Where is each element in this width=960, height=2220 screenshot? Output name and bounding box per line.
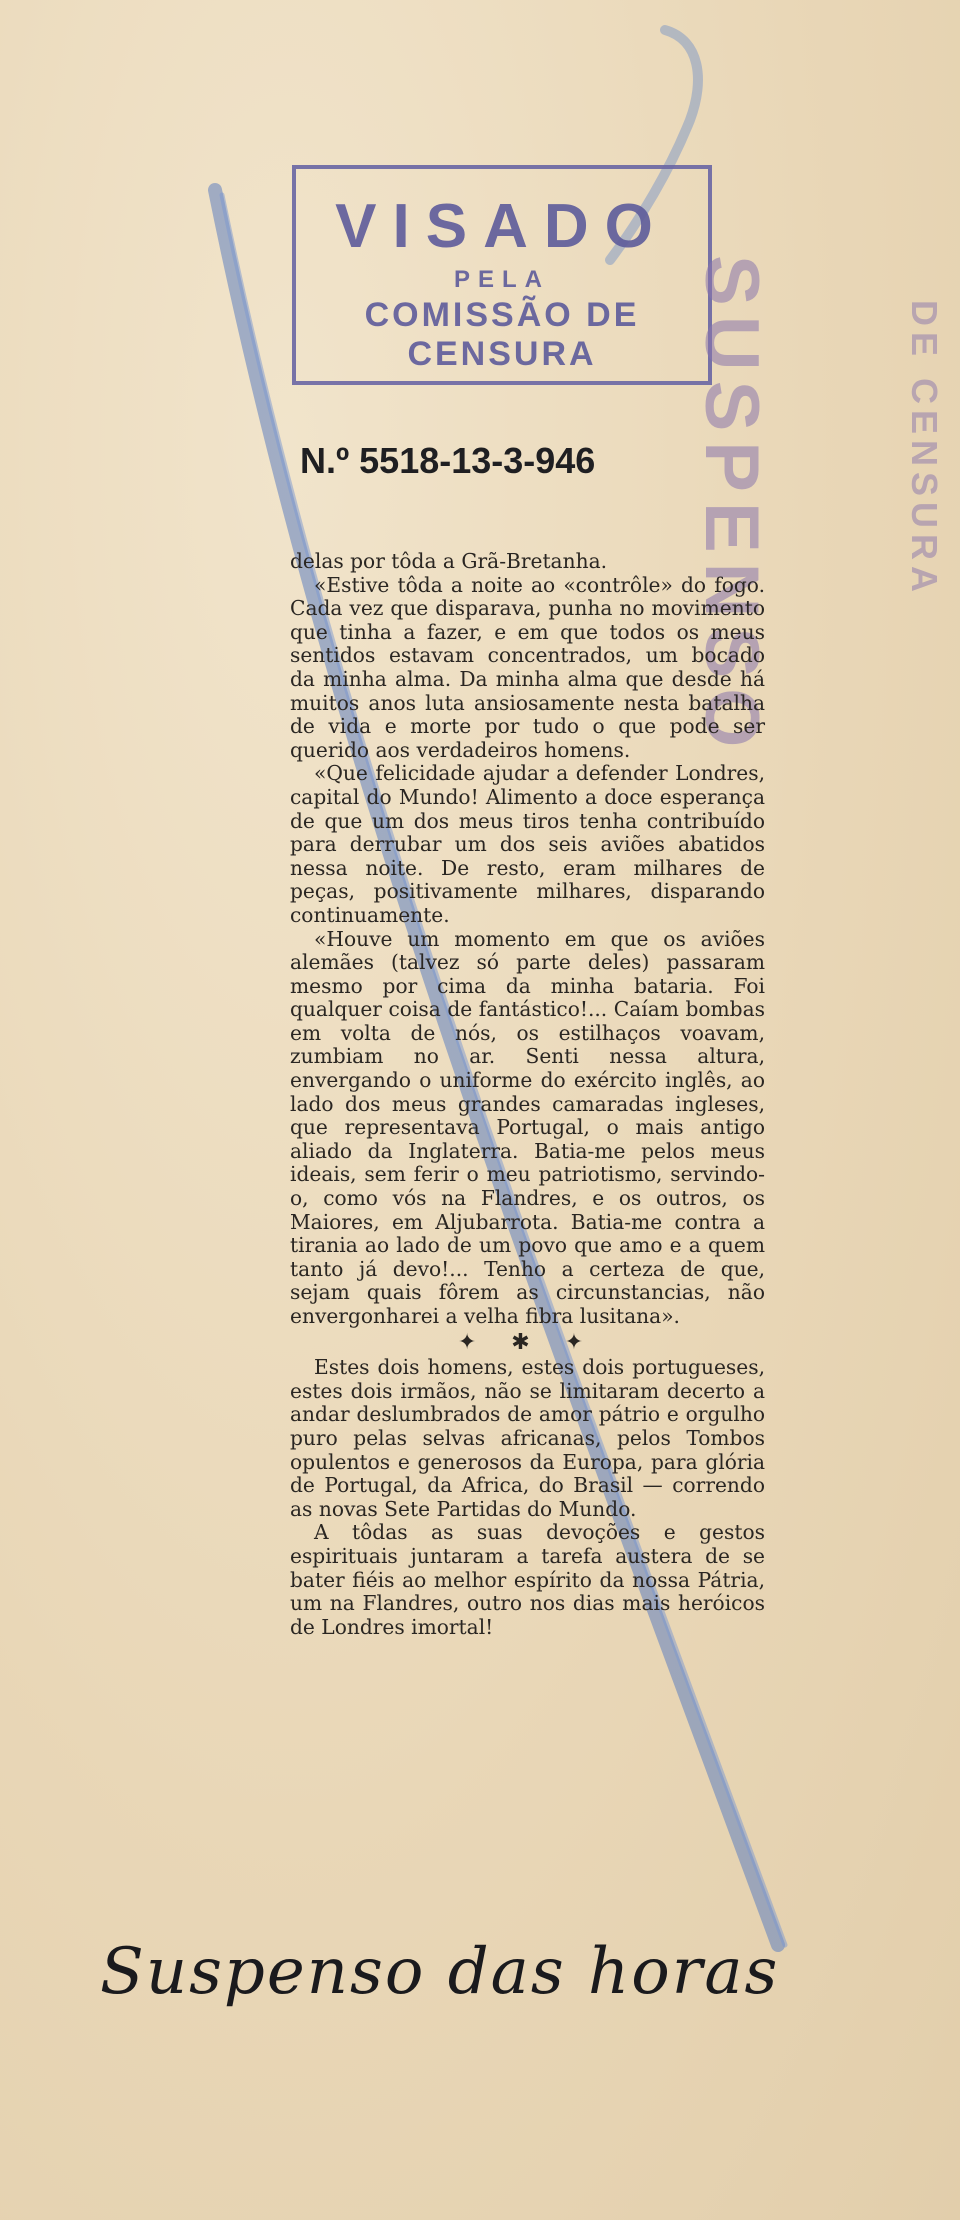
section-separator: ✦ ✱ ✦ [457, 1329, 598, 1355]
stamp-line-visado: VISADO [335, 192, 669, 261]
stamp-line-comissao: COMISSÃO DE CENSURA [364, 296, 640, 373]
document-number: N.º 5518-13-3-946 [300, 440, 596, 481]
censorship-stamp [292, 165, 712, 385]
article-paragraph: Estes dois homens, estes dois portugueses, estes dois irmãos, não se limitaram decerto a andar deslumbrados de amor pátrio e orgulho puro pelas selvas africanas, pelos Tombos opulentos e generosos da Europa, para glória de Portugal, da Africa, do Brasil — correndo as novas Sete Partidas do Mundo. [290, 1355, 765, 1521]
article-paragraph: «Estive tôda a noite ao «contrôle» do fogo. Cada vez que disparava, punha no movimento que tinha a fazer, e em que todos os meus sentidos estavam concentrados, um bocado da minha alma. Da minha alma que desde há muitos anos luta ansiosamente nesta batalha de vida e morte por tudo o que pode ser querido aos verdadeiros homens. [290, 572, 765, 762]
censura-partial-stamp: DE CENSURA [904, 300, 945, 599]
article-paragraph: delas por tôda a Grã-Bretanha. [290, 549, 608, 573]
article-paragraph: A tôdas as suas devoções e gestos espirituais juntaram a tarefa austera de se bater fiéis ao melhor espírito da nossa Pátria, um na Flandres, outro nos dias mais heróicos de Londres imortal! [290, 1520, 765, 1639]
article-body [290, 550, 765, 1639]
suspenso-side-stamp: SUSPENSO [689, 255, 774, 758]
stamp-line-pela: PELA [453, 266, 550, 293]
handwritten-annotation: Suspenso das horas [100, 1935, 780, 2009]
article-paragraph: «Houve um momento em que os aviões alemães (talvez só parte deles) passaram mesmo por cima da minha bataria. Foi qualquer coisa de fantástico!... Caíam bombas em volta de nós, os estilhaços voavam, zumbiam no ar. Senti nessa altura, envergando o uniforme do exército inglês, ao lado dos meus grandes camaradas ingleses, que representava Portugal, o mais antigo aliado da Inglaterra. Batia-me pelos meus ideais, sem ferir o meu patriotismo, servindo-o, como vós na Flandres, e os outros, os Maiores, em Aljubarrota. Batia-me contra a tirania ao lado de um povo que amo e a quem tanto já devo!... Tenho a certeza de que, sejam quais fôrem as circunstancias, não envergonharei a velha fibra lusitana». [290, 926, 765, 1328]
article-paragraph: «Que felicidade ajudar a defender Londres, capital do Mundo! Alimento a doce esperança de que um dos meus tiros tenha contribuído para derrubar um dos seis aviões abatidos nessa noite. De resto, eram milhares de peças, positivamente milhares, disparando continuamente. [290, 761, 765, 927]
